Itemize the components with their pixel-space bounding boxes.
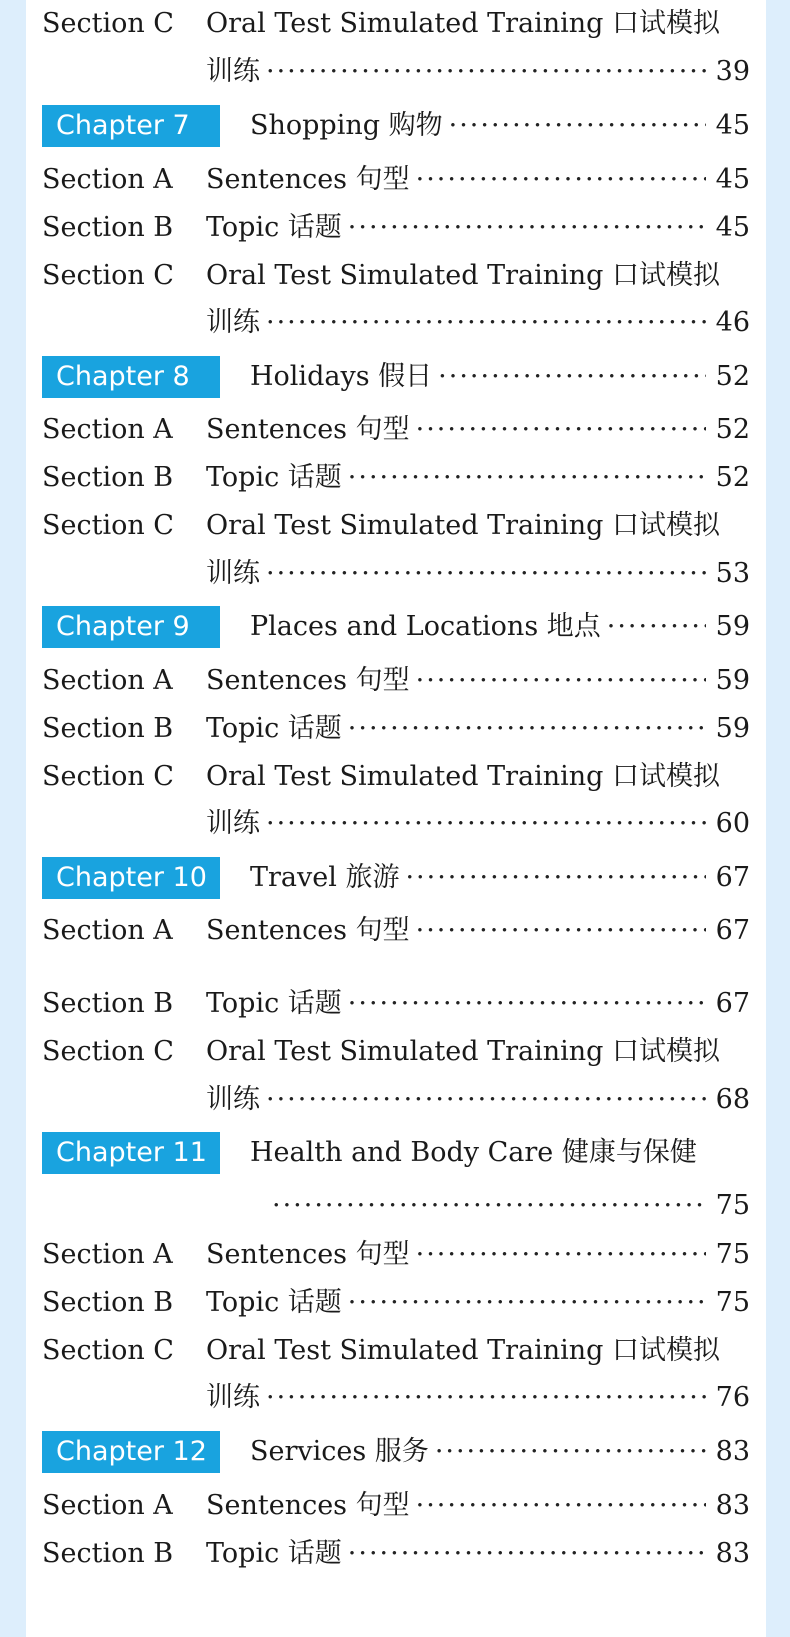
chapter-badge: Chapter 11 — [42, 1132, 220, 1174]
section-label: Section A — [42, 164, 173, 195]
toc-entry-continuation[interactable] — [266, 1186, 750, 1226]
section-label: Section B — [42, 212, 174, 243]
leader-dots — [607, 607, 706, 647]
page-number: 59 — [715, 611, 750, 642]
section-label: Section B — [42, 1538, 174, 1569]
section-label: Section C — [42, 8, 174, 39]
section-label: Section B — [42, 462, 174, 493]
leader-dots — [348, 208, 706, 248]
toc-entry-section-c[interactable] — [42, 256, 750, 296]
toc-page — [26, 0, 766, 1637]
section-title: Oral Test Simulated Training 口试模拟 — [206, 1036, 721, 1067]
page-number: 67 — [715, 988, 750, 1019]
section-label: Section C — [42, 1335, 174, 1366]
page-number: 45 — [715, 110, 750, 141]
leader-dots — [266, 554, 706, 594]
section-title: Sentences 句型 — [206, 1490, 410, 1521]
leader-dots — [416, 661, 706, 701]
leader-dots — [449, 106, 706, 146]
toc-entry-section-c[interactable] — [42, 1331, 750, 1371]
toc-entry-section-b[interactable] — [42, 709, 750, 749]
toc-entry-section-c[interactable] — [42, 1032, 750, 1072]
chapter-badge: Chapter 12 — [42, 1431, 220, 1473]
leader-dots — [348, 1283, 706, 1323]
chapter-badge: Chapter 7 — [42, 105, 220, 147]
section-title: Oral Test Simulated Training 口试模拟 — [206, 260, 721, 291]
page-number: 76 — [715, 1382, 750, 1413]
section-title: Topic 话题 — [206, 713, 342, 744]
toc-entry-continuation[interactable] — [206, 804, 750, 844]
chapter-title: Health and Body Care 健康与保健 — [250, 1137, 697, 1168]
leader-dots — [435, 1432, 706, 1472]
leader-dots — [348, 984, 706, 1024]
chapter-badge: Chapter 9 — [42, 606, 220, 648]
toc-entry-continuation[interactable] — [206, 1080, 750, 1120]
section-title: Oral Test Simulated Training 口试模拟 — [206, 510, 721, 541]
section-label: Section B — [42, 988, 174, 1019]
leader-dots — [266, 1080, 706, 1120]
page-number: 68 — [715, 1084, 750, 1115]
page-number: 45 — [715, 164, 750, 195]
section-label: Section C — [42, 510, 174, 541]
section-title: Topic 话题 — [206, 1287, 342, 1318]
leader-dots — [438, 357, 706, 397]
toc-entry-section-b[interactable] — [42, 208, 750, 248]
section-label: Section A — [42, 1239, 173, 1270]
page-number: 83 — [715, 1538, 750, 1569]
section-title: Sentences 句型 — [206, 1239, 410, 1270]
leader-dots — [348, 458, 706, 498]
chapter-title: Places and Locations 地点 — [250, 611, 601, 642]
toc-entry-section-b[interactable] — [42, 458, 750, 498]
page-number: 53 — [715, 558, 750, 589]
section-title: Oral Test Simulated Training 口试模拟 — [206, 1335, 721, 1366]
toc-entry-chapter-12[interactable] — [42, 1432, 750, 1472]
chapter-title: Travel 旅游 — [250, 862, 400, 893]
leader-dots — [416, 911, 706, 951]
section-title-cont: 训练 — [206, 56, 260, 87]
toc-entry-section-a[interactable] — [42, 911, 750, 951]
section-label: Section A — [42, 665, 173, 696]
toc-entry-continuation[interactable] — [206, 1378, 750, 1418]
page-number: 59 — [715, 665, 750, 696]
toc-entry-section-b[interactable] — [42, 1283, 750, 1323]
toc-entry-section-a[interactable] — [42, 1235, 750, 1275]
toc-entry-chapter-8[interactable] — [42, 357, 750, 397]
page-number: 75 — [715, 1190, 750, 1221]
toc-entry-chapter-11[interactable] — [42, 1133, 750, 1173]
chapter-badge: Chapter 8 — [42, 356, 220, 398]
toc-entry-section-a[interactable] — [42, 1486, 750, 1526]
section-label: Section C — [42, 761, 174, 792]
page-number: 75 — [715, 1239, 750, 1270]
section-title-cont: 训练 — [206, 1382, 260, 1413]
toc-entry-continuation[interactable] — [206, 303, 750, 343]
section-label: Section A — [42, 915, 173, 946]
chapter-title: Services 服务 — [250, 1436, 429, 1467]
leader-dots — [266, 1378, 706, 1418]
toc-entry-section-b[interactable] — [42, 984, 750, 1024]
page-number: 83 — [715, 1490, 750, 1521]
toc-entry-section-a[interactable] — [42, 410, 750, 450]
toc-entry-chapter-10[interactable] — [42, 858, 750, 898]
section-title-cont: 训练 — [206, 307, 260, 338]
page-number: 59 — [715, 713, 750, 744]
section-title: Oral Test Simulated Training 口试模拟 — [206, 8, 721, 39]
leader-dots — [416, 1486, 706, 1526]
page-number: 45 — [715, 212, 750, 243]
leader-dots — [416, 160, 706, 200]
section-label: Section A — [42, 1490, 173, 1521]
page-number: 67 — [715, 915, 750, 946]
section-title: Sentences 句型 — [206, 665, 410, 696]
section-title: Topic 话题 — [206, 988, 342, 1019]
section-label: Section A — [42, 414, 173, 445]
leader-dots — [405, 858, 706, 898]
section-title: Oral Test Simulated Training 口试模拟 — [206, 761, 721, 792]
toc-entry-chapter-7[interactable] — [42, 106, 750, 146]
toc-entry-continuation[interactable] — [206, 554, 750, 594]
section-title: Sentences 句型 — [206, 164, 410, 195]
section-title: Topic 话题 — [206, 1538, 342, 1569]
leader-dots — [266, 52, 706, 92]
page-number: 39 — [715, 56, 750, 87]
page-number: 52 — [715, 414, 750, 445]
section-label: Section C — [42, 1036, 174, 1067]
page-number: 46 — [715, 307, 750, 338]
toc-entry-chapter-9[interactable] — [42, 607, 750, 647]
toc-entry-section-a[interactable] — [42, 661, 750, 701]
leader-dots — [348, 1534, 706, 1574]
page-number: 52 — [715, 462, 750, 493]
toc-entry-section-c[interactable] — [42, 757, 750, 797]
section-title: Sentences 句型 — [206, 414, 410, 445]
page-number: 60 — [715, 808, 750, 839]
chapter-title: Shopping 购物 — [250, 110, 443, 141]
page-number: 67 — [715, 862, 750, 893]
leader-dots — [272, 1186, 706, 1226]
page-number: 83 — [715, 1436, 750, 1467]
chapter-badge: Chapter 10 — [42, 857, 220, 899]
chapter-title: Holidays 假日 — [250, 361, 433, 392]
section-title: Topic 话题 — [206, 462, 342, 493]
section-title: Sentences 句型 — [206, 915, 410, 946]
leader-dots — [416, 410, 706, 450]
section-title-cont: 训练 — [206, 558, 260, 589]
leader-dots — [266, 804, 706, 844]
leader-dots — [348, 709, 706, 749]
section-title-cont: 训练 — [206, 1084, 260, 1115]
toc-entry-section-c[interactable] — [42, 4, 750, 44]
leader-dots — [266, 303, 706, 343]
leader-dots — [416, 1235, 706, 1275]
toc-entry-section-c[interactable] — [42, 506, 750, 546]
toc-entry-section-a[interactable] — [42, 160, 750, 200]
toc-entry-section-b[interactable] — [42, 1534, 750, 1574]
page-number: 75 — [715, 1287, 750, 1318]
section-title: Topic 话题 — [206, 212, 342, 243]
section-label: Section B — [42, 713, 174, 744]
section-label: Section C — [42, 260, 174, 291]
section-label: Section B — [42, 1287, 174, 1318]
section-title-cont: 训练 — [206, 808, 260, 839]
page-number: 52 — [715, 361, 750, 392]
toc-entry-continuation[interactable] — [206, 52, 750, 92]
